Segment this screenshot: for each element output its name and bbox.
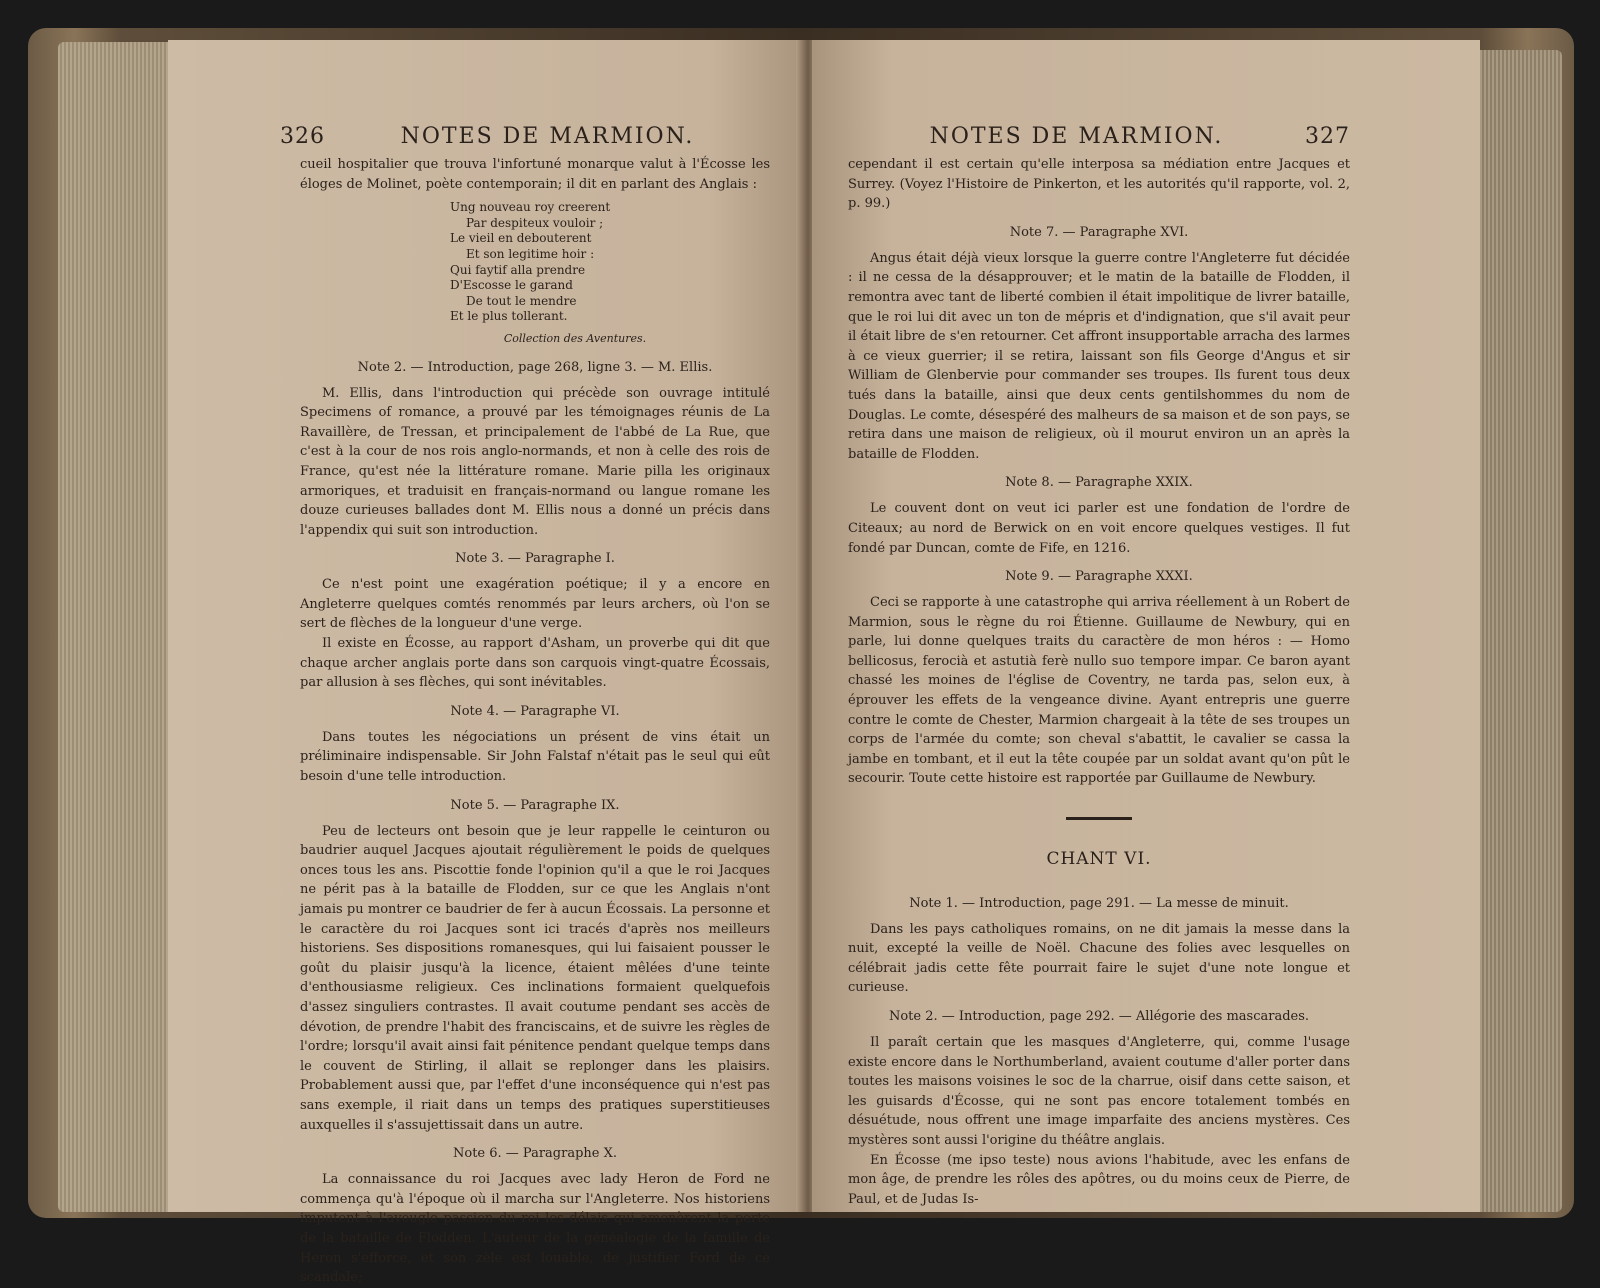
- note-text: Le couvent dont on veut ici parler est une fondation de l'ordre de Citeaux; au nord de Berwick on en voit encore quelques vestiges. Il fut fondé par Duncan, comte de Fife, en 1216.: [848, 501, 1350, 556]
- section-divider: [1066, 817, 1132, 820]
- note-heading: Note 3. — Paragraphe I.: [455, 551, 615, 567]
- note-heading: Note 4. — Paragraphe VI.: [450, 703, 620, 719]
- note-text: Dans toutes les négociations un présent de vins était un préliminaire indispensable. Sir John Falstaf n'était pas le seul qui eût besoin d'une telle introduction.: [300, 729, 770, 785]
- right-running-head: [848, 124, 1350, 149]
- note-text: Ce n'est point une exagération poétique; il y a encore en Angleterre quelques comtés renommés par leurs archers, où l'on se sert de flèches de la longueur d'une verge.: [300, 577, 770, 632]
- poem-line: Par despiteux vouloir ;: [466, 215, 604, 230]
- note-heading: Note 9. — Paragraphe XXXI.: [1005, 569, 1193, 585]
- poem-line: Le vieil en debouterent: [450, 231, 592, 246]
- poem-line: De tout le mendre: [466, 293, 577, 308]
- right-intro-text: cependant il est certain qu'elle interposa sa médiation entre Jacques et Surrey. (Voyez l'Histoire de Pinkerton, et les autorités qu'il rapporte, vol. 2, p. 99.): [848, 157, 1350, 212]
- poem-line: Et le plus tollerant.: [450, 309, 568, 324]
- note-heading: Note 2. — Introduction, page 268, ligne 3. — M. Ellis.: [357, 359, 713, 375]
- right-page: [812, 40, 1480, 1212]
- note-heading: Note 7. — Paragraphe XVI.: [1009, 224, 1189, 240]
- note-heading: Note 1. — Introduction, page 291. — La messe de minuit.: [909, 895, 1289, 911]
- left-folio: 326: [280, 124, 325, 149]
- page-edges-left: [58, 42, 168, 1212]
- chant-title: CHANT VI.: [1046, 849, 1152, 870]
- poem-source: Collection des Aventures.: [503, 331, 647, 345]
- poem-line: D'Escosse le garand: [450, 278, 573, 293]
- note-heading: Note 5. — Paragraphe IX.: [450, 797, 620, 813]
- poem-line: Et son legitime hoir :: [466, 246, 595, 261]
- left-text-block: [300, 155, 770, 1288]
- note-text: Il existe en Écosse, au rapport d'Asham, un proverbe qui dit que chaque archer anglais porte dans son carquois vingt-quatre Écossais, par allusion à ses flèches, qui sont inévitables.: [300, 636, 770, 691]
- right-folio: 327: [1305, 124, 1350, 149]
- right-text-block: [848, 155, 1350, 1209]
- left-page: [168, 40, 804, 1286]
- note-text: La connaissance du roi Jacques avec lady Heron de Ford ne commença qu'à l'époque où il marcha sur l'Angleterre. Nos historiens imputent à l'aveugle passion du roi les délais qui amenèrent la perte de la bataille de Flodden. L'auteur de la généalogie de la famille de Heron s'efforce, et son zèle est louable, de justifier Ford de ce scandale;: [300, 1172, 770, 1286]
- left-intro-text: cueil hospitalier que trouva l'infortuné monarque valut à l'Écosse les éloges de Molinet, poète contemporain; il dit en parlant des Anglais :: [300, 157, 770, 192]
- note-text: Il paraît certain que les masques d'Angleterre, qui, comme l'usage existe encore dans le Northumberland, avaient coutume d'aller porter dans toutes les maisons voisines le soc de la charrue, oisif dans cette saison, et les guisards d'Écosse, qui ne sont pas encore totalement tombés en désuétude, nous offrent une image imparfaite des anciens mystères. Ces mystères sont aussi l'origine du théâtre anglais.: [848, 1035, 1350, 1148]
- right-running-title: NOTES DE MARMION.: [929, 124, 1224, 149]
- poem-line: Qui faytif alla prendre: [450, 262, 586, 277]
- poem: [450, 200, 770, 325]
- note-text: M. Ellis, dans l'introduction qui précède son ouvrage intitulé Specimens of romance, a prouvé par les témoignages réunis de La Ravaillère, de Tressan, et principalement de l'abbé de La Rue, que c'est à la cour de nos rois anglo-normands, et non à celle des rois de France, qu'est née la littérature romane. Marie pilla les originaux armoriques, et traduisit en français-normand ou langue romane les douze curieuses ballades dont M. Ellis nous a donné un précis dans l'appendix qui suit son introduction.: [300, 385, 770, 538]
- note-heading: Note 6. — Paragraphe X.: [453, 1146, 617, 1162]
- note-heading: Note 2. — Introduction, page 292. — Allégorie des mascarades.: [888, 1009, 1310, 1024]
- note-text: Ceci se rapporte à une catastrophe qui arriva réellement à un Robert de Marmion, sous le règne du roi Étienne. Guillaume de Newbury, qui en parle, lui donne quelques traits du caractère de mon héros : — Homo bellicosus, ferocià et astutià ferè nullo suo tempore impar. Ce baron ayant chassé les moines de l'église de Coventry, ne tarda pas, selon eux, à éprouver les effets de la vengeance divine. Ayant entrepris une guerre contre le comte de Chester, Marmion chargeait à la tête de ses troupes un corps de l'armée du comte; son cheval s'abattit, le cavalier se cassa la jambe en tombant, et il eut la tête coupée par un soldat avant qu'on pût le secourir. Toute cette histoire est rapportée par Guillaume de Newbury.: [848, 595, 1350, 787]
- page-edges-right: [1480, 50, 1562, 1212]
- note-text: En Écosse (me ipso teste) nous avions l'habitude, avec les enfans de mon âge, de prendre les rôles des apôtres, ou du moins ceux de Pierre, de Paul, et de Judas Is-: [848, 1152, 1350, 1207]
- note-text: Peu de lecteurs ont besoin que je leur rappelle le ceinturon ou baudrier auquel Jacques ajoutait régulièrement le poids de quelques onces tous les ans. Piscottie fonde l'opinion qu'il a que le roi Jacques ne périt pas à la bataille de Flodden, sur ce que les Anglais n'ont jamais pu montrer ce baudrier de fer à aucun Écossais. La personne et le caractère du roi Jacques sont ici tracés d'après nos meilleurs historiens. Ses dispositions romanesques, qui lui faisaient pousser le goût du plaisir jusqu'à la licence, étaient mêlées d'une teinte d'enthousiasme religieux. Ces inclinations formaient quelquefois d'assez singuliers contrastes. Il avait coutume pendant ses accès de dévotion, de prendre l'habit des franciscains, et de suivre les règles de l'ordre; lorsqu'il avait ainsi fait pénitence pendant quelque temps dans le couvent de Stirling, il allait se replonger dans les plaisirs. Probablement aussi que, par l'effet d'une inconséquence qui n'est pas sans exemple, il riait dans un temps des pratiques superstitieuses auxquelles il s'assujettissait dans un autre.: [300, 823, 770, 1133]
- poem-line: Ung nouveau roy creerent: [450, 200, 611, 215]
- note-heading: Note 8. — Paragraphe XXIX.: [1005, 475, 1193, 491]
- left-running-title: NOTES DE MARMION.: [400, 124, 695, 149]
- note-text: Angus était déjà vieux lorsque la guerre contre l'Angleterre fut décidée : il ne cessa de la désapprouver; et le matin de la bataille de Flodden, il remontra avec tant de liberté combien il était impolitique de livrer bataille, que le roi lui dit avec un ton de mépris et d'indignation, que s'il avait peur il était libre de s'en retourner. Cet affront insupportable arracha des larmes à ce vieux guerrier; il se retira, laissant son fils George d'Angus et sir William de Glenbervie pour commander ses troupes. Ils furent tous deux tués dans la bataille, ainsi que deux cents gentilshommes du nom de Douglas. Le comte, désespéré des malheurs de sa maison et de son pays, se retira dans une maison de religieux, où il mourut environ un an après la bataille de Flodden.: [848, 250, 1350, 462]
- note-text: Dans les pays catholiques romains, on ne dit jamais la messe dans la nuit, excepté la veille de Noël. Chacune des folies avec lesquelles on célébrait jadis cette fête pourrait faire le sujet d'une note longue et curieuse.: [848, 921, 1350, 996]
- left-running-head: [280, 124, 770, 149]
